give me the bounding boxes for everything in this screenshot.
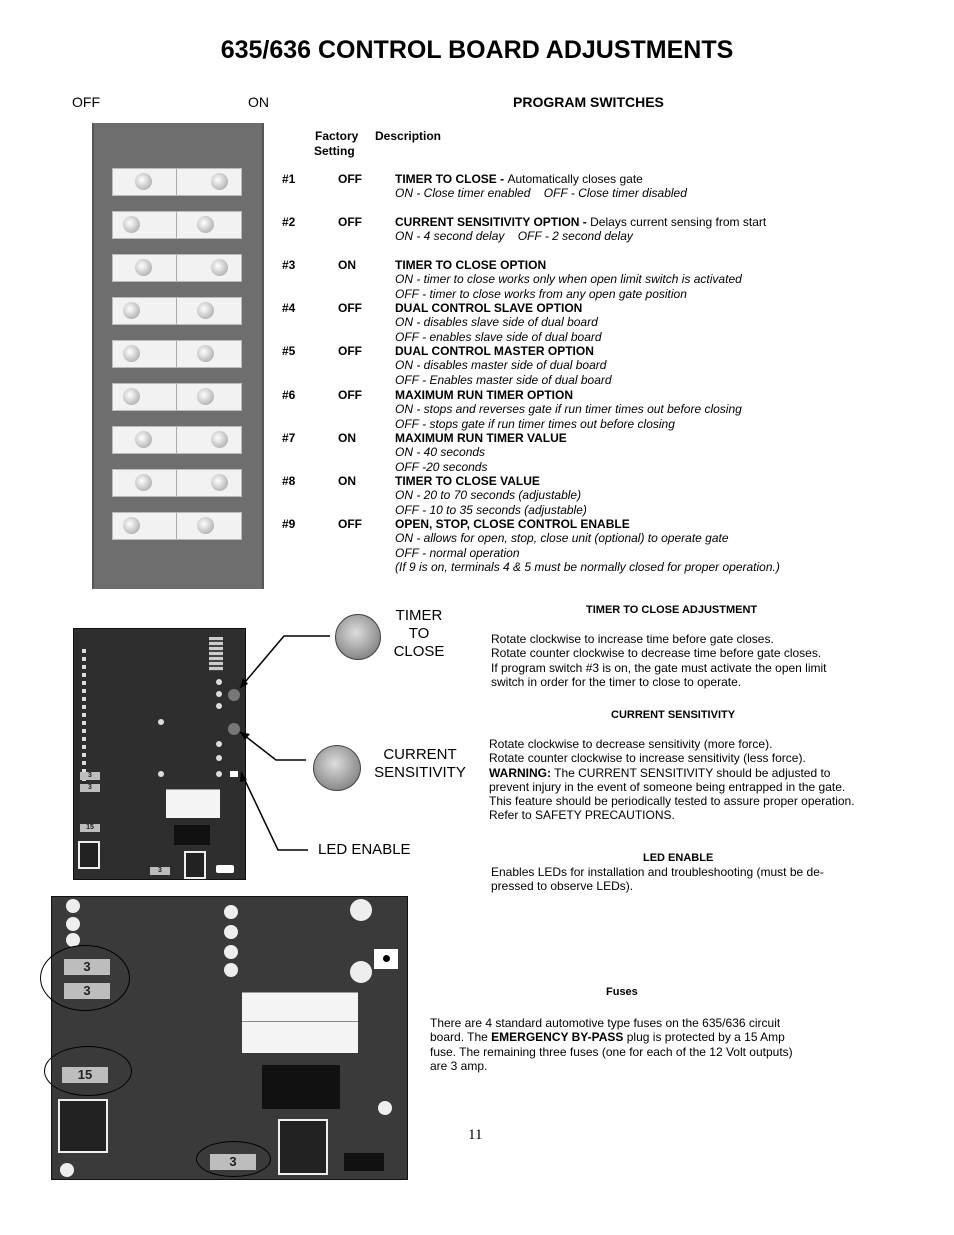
- switch-line: ON - allows for open, stop, close unit (optional) to operate gate: [395, 531, 729, 546]
- switch-title-rest: Delays current sensing from start: [590, 215, 767, 229]
- switch-number: #3: [282, 258, 296, 272]
- fuse-highlight-oval: [196, 1141, 271, 1177]
- switch-number: #5: [282, 344, 296, 358]
- switch-factory-setting: OFF: [338, 344, 362, 358]
- led-enable-text: Enables LEDs for installation and troubleshooting (must be de- pressed to observe LEDs).: [491, 865, 824, 894]
- fuses-text: There are 4 standard automotive type fuses on the 635/636 circuit board. The EMERGENCY BY-PASS plug is protected by a 15 Amp fuse. The remaining three fuses (one for each of the 12 Volt outputs) are 3 amp.: [430, 1016, 793, 1073]
- current-sensitivity-heading: CURRENT SENSITIVITY: [611, 709, 736, 721]
- fuse-3a: 3: [80, 772, 100, 780]
- switch-number: #9: [282, 517, 296, 531]
- switch-factory-setting: ON: [338, 431, 356, 445]
- on-label: ON: [248, 94, 269, 110]
- switch-title: MAXIMUM RUN TIMER VALUE: [395, 431, 567, 445]
- fuse-15: 15: [80, 824, 100, 832]
- switch-factory-setting: OFF: [338, 388, 362, 402]
- switch-line: OFF -20 seconds: [395, 459, 488, 474]
- fuse-3a-large: 3: [64, 959, 110, 975]
- switch-line: ON - 20 to 70 seconds (adjustable): [395, 488, 582, 503]
- switch-number: #8: [282, 474, 296, 488]
- fuse-board-closeup-image: [51, 896, 408, 1180]
- switch-title: MAXIMUM RUN TIMER OPTION: [395, 388, 573, 402]
- switch-factory-setting: OFF: [338, 301, 362, 315]
- switch-number: #7: [282, 431, 296, 445]
- switch-line: ON - disables master side of dual board: [395, 358, 607, 373]
- switch-number: #6: [282, 388, 296, 402]
- switch-title-rest: Automatically closes gate: [507, 172, 643, 186]
- off-label: OFF: [72, 94, 100, 110]
- switch-title: TIMER TO CLOSE VALUE: [395, 474, 540, 488]
- setting-header: Setting: [314, 144, 355, 158]
- fuse-15-large: 15: [62, 1067, 108, 1083]
- switch-title: DUAL CONTROL SLAVE OPTION: [395, 301, 583, 315]
- switch-number: #1: [282, 172, 296, 186]
- switch-line: ON - timer to close works only when open limit switch is activated: [395, 272, 742, 287]
- fuse-3c: 3: [150, 867, 170, 875]
- fuse-3c-large: 3: [210, 1154, 256, 1170]
- current-sensitivity-callout: CURRENT SENSITIVITY: [374, 746, 466, 781]
- switch-line: ON - stops and reverses gate if run timer times out before closing: [395, 402, 742, 417]
- switch-title: TIMER TO CLOSE -: [395, 172, 508, 186]
- fuse-3b: 3: [80, 784, 100, 792]
- switch-title: TIMER TO CLOSE OPTION: [395, 258, 547, 272]
- timer-to-close-callout: TIMER TO CLOSE: [393, 607, 445, 660]
- factory-header: Factory: [315, 129, 359, 143]
- switch-number: #2: [282, 215, 296, 229]
- switch-factory-setting: OFF: [338, 172, 362, 186]
- switch-line: ON - 4 second delay OFF - 2 second delay: [395, 229, 633, 244]
- fuse-3b-large: 3: [64, 983, 110, 999]
- switch-line: OFF - normal operation: [395, 545, 520, 560]
- page-title: 635/636 CONTROL BOARD ADJUSTMENTS: [220, 36, 734, 64]
- switch-number: #4: [282, 301, 296, 315]
- switch-line: OFF - stops gate if run timer times out before closing: [395, 416, 675, 431]
- fuse-highlight-oval: [40, 945, 130, 1011]
- switch-line: ON - Close timer enabled OFF - Close timer disabled: [395, 186, 687, 201]
- led-enable-heading: LED ENABLE: [643, 852, 714, 864]
- switch-line: ON - 40 seconds: [395, 445, 486, 460]
- description-header: Description: [375, 129, 442, 143]
- switch-line: OFF - 10 to 35 seconds (adjustable): [395, 502, 587, 517]
- switch-factory-setting: ON: [338, 258, 356, 272]
- page-number: 11: [468, 1127, 483, 1143]
- switch-factory-setting: ON: [338, 474, 356, 488]
- switch-line: (If 9 is on, terminals 4 & 5 must be normally closed for proper operation.): [395, 559, 780, 574]
- switch-title: CURRENT SENSITIVITY OPTION -: [395, 215, 591, 229]
- switch-line: OFF - timer to close works from any open gate position: [395, 286, 687, 301]
- switch-line: OFF - enables slave side of dual board: [395, 329, 602, 344]
- fuses-heading: Fuses: [606, 986, 638, 998]
- current-sensitivity-text: Rotate clockwise to decrease sensitivity (more force). Rotate counter clockwise to increase sensitivity (less force). WARNING: The CURRENT SENSITIVITY should be adjusted to prevent injury in the event of someone being entrapped in the gate. This feature should be periodically tested to assure proper operation. Refer to SAFETY PRECAUTIONS.: [489, 737, 855, 823]
- switch-title: DUAL CONTROL MASTER OPTION: [395, 344, 594, 358]
- switch-factory-setting: OFF: [338, 517, 362, 531]
- switch-line: ON - disables slave side of dual board: [395, 315, 598, 330]
- fuse-highlight-oval: [44, 1046, 132, 1096]
- program-switches-heading: PROGRAM SWITCHES: [513, 94, 664, 110]
- switch-factory-setting: OFF: [338, 215, 362, 229]
- switch-line: OFF - Enables master side of dual board: [395, 372, 612, 387]
- timer-adjust-text: Rotate clockwise to increase time before gate closes. Rotate counter clockwise to decrease time before gate closes. If program switch #3 is on, the gate must activate the open limit switch in order for the timer to close to operate.: [491, 632, 827, 689]
- switch-title: OPEN, STOP, CLOSE CONTROL ENABLE: [395, 517, 630, 531]
- led-enable-callout: LED ENABLE: [318, 841, 411, 858]
- timer-adjust-heading: TIMER TO CLOSE ADJUSTMENT: [586, 604, 758, 616]
